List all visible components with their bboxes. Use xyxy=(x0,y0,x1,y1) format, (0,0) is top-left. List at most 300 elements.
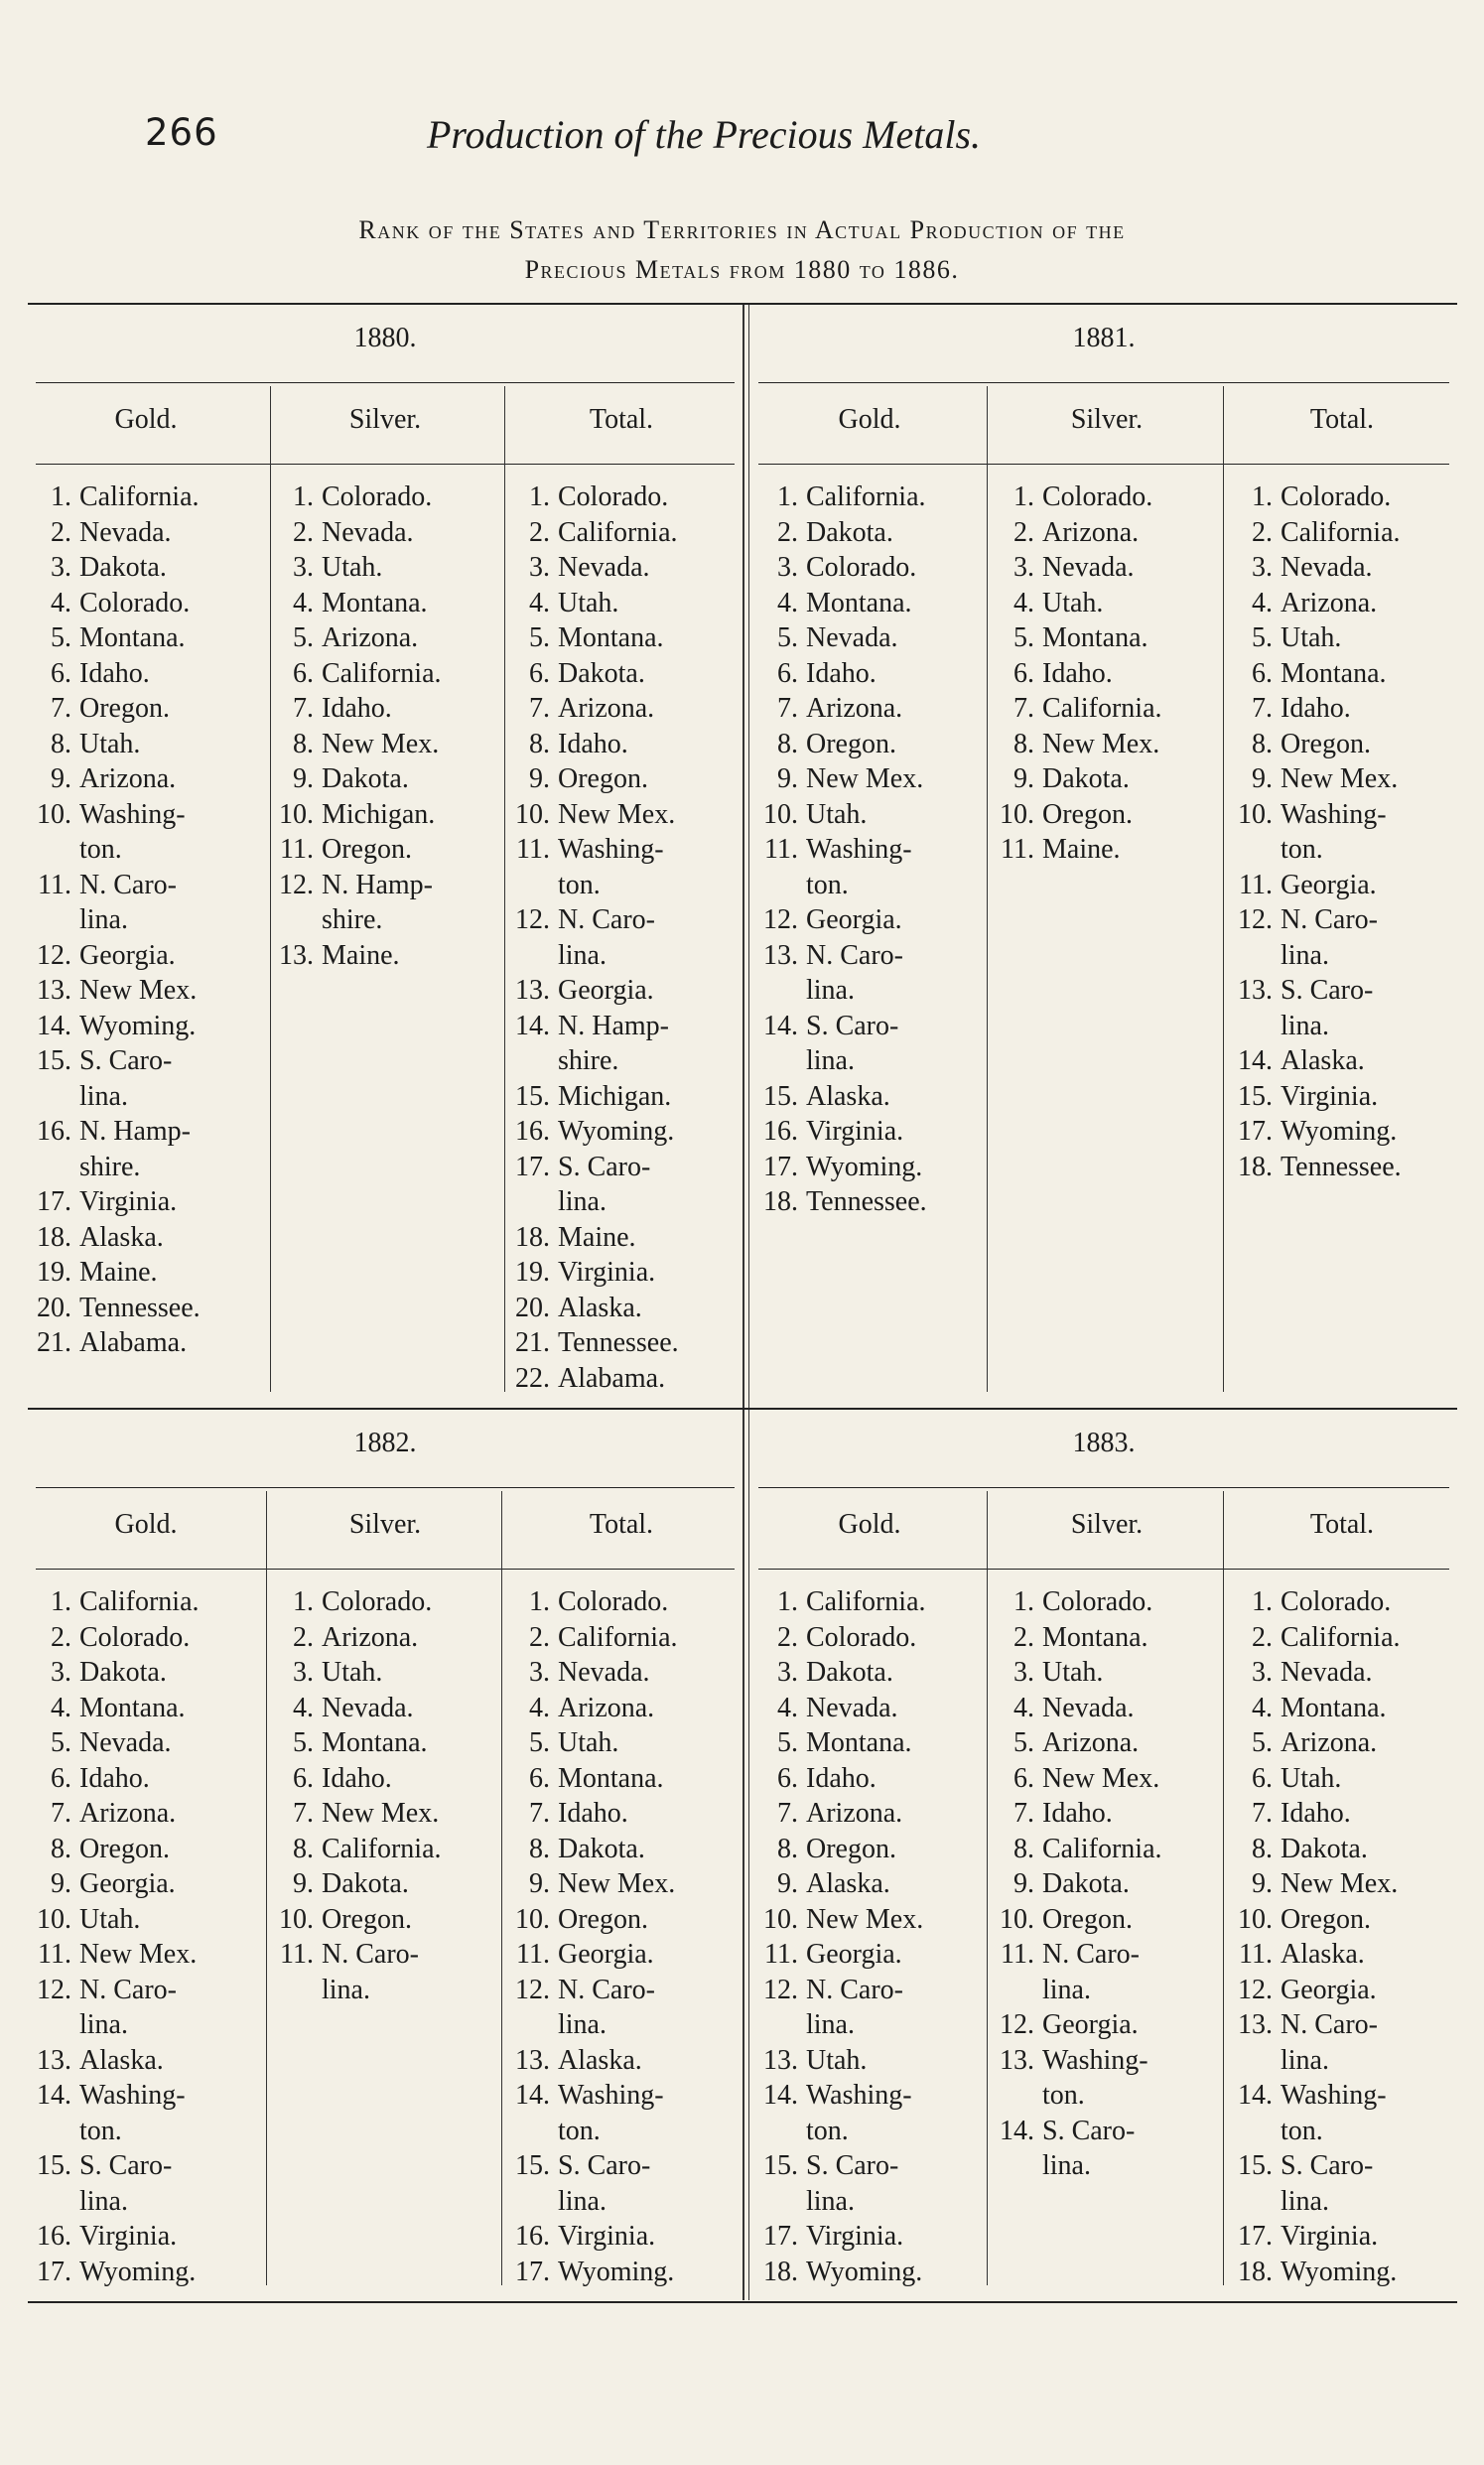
state-name: Wyoming. xyxy=(806,2256,923,2287)
rank-number: 2. xyxy=(777,516,798,548)
rank-number: 1. xyxy=(51,481,71,512)
state-name: S. Caro- xyxy=(806,2150,899,2181)
state-name-continuation: lina. xyxy=(806,2009,855,2040)
rank-row xyxy=(506,620,737,656)
state-name: Utah. xyxy=(79,1903,141,1935)
column-header-silver: Silver. xyxy=(1070,404,1144,435)
rank-row xyxy=(28,1866,264,1902)
state-name: Dakota. xyxy=(322,1868,409,1899)
state-name: Montana. xyxy=(1281,1692,1387,1723)
rank-row xyxy=(270,1796,500,1832)
rank-row xyxy=(991,1832,1223,1867)
rank-number: 2. xyxy=(529,1621,550,1653)
column-total xyxy=(506,1584,737,2289)
state-name: S. Caro- xyxy=(79,1045,173,1076)
rank-row xyxy=(28,1220,264,1256)
state-name: Nevada. xyxy=(1281,552,1373,583)
rank-number: 9. xyxy=(1013,763,1034,794)
rank-number: 7. xyxy=(51,693,71,724)
state-name: California. xyxy=(1042,1833,1162,1864)
rank-row xyxy=(1229,479,1455,515)
rank-row xyxy=(991,1725,1223,1761)
rank-number: 1. xyxy=(777,481,798,512)
column-header-silver: Silver. xyxy=(1070,1509,1144,1540)
state-name: Idaho. xyxy=(1281,1798,1351,1829)
rank-number: 9. xyxy=(529,763,550,794)
rank-number: 4. xyxy=(1252,587,1273,618)
rank-row xyxy=(28,656,264,692)
state-name: Nevada. xyxy=(558,1657,650,1688)
state-name: Colorado. xyxy=(79,587,191,618)
rank-number: 4. xyxy=(293,1692,314,1723)
column-header-total: Total. xyxy=(1309,404,1375,435)
rank-number: 10. xyxy=(515,798,550,830)
rank-row xyxy=(506,691,737,727)
rank-row xyxy=(754,1937,985,1973)
state-name: N. Caro- xyxy=(1281,904,1378,935)
column-rule xyxy=(987,386,988,1392)
rank-row xyxy=(506,902,737,938)
rank-row xyxy=(754,1725,985,1761)
state-name-continuation: lina. xyxy=(1281,2185,1329,2217)
column-header-silver: Silver. xyxy=(348,404,422,435)
rank-row xyxy=(28,1114,264,1150)
column-rule xyxy=(1223,386,1224,1392)
state-name: Virginia. xyxy=(806,1116,904,1147)
rank-number: 1. xyxy=(293,481,314,512)
rank-number: 22. xyxy=(515,1362,550,1394)
rank-row xyxy=(270,656,500,692)
rank-number: 20. xyxy=(37,1292,71,1323)
rank-number: 12. xyxy=(515,1974,550,2005)
table-bottom-rule xyxy=(28,2301,1457,2303)
state-name: Colorado. xyxy=(806,552,917,583)
rank-number: 18. xyxy=(763,1186,798,1217)
state-name: Arizona. xyxy=(79,763,177,794)
rank-number: 2. xyxy=(777,1621,798,1653)
state-name: Dakota. xyxy=(322,763,409,794)
rank-row xyxy=(754,691,985,727)
state-name: Utah. xyxy=(79,728,141,759)
rank-number: 10. xyxy=(763,1903,798,1935)
rank-number: 16. xyxy=(515,1116,550,1147)
state-name: Idaho. xyxy=(79,657,150,689)
state-name: New Mex. xyxy=(79,1939,198,1970)
rank-row xyxy=(754,1691,985,1726)
state-name-continuation: ton. xyxy=(1281,834,1323,865)
rank-row xyxy=(506,1691,737,1726)
rank-row xyxy=(270,797,500,833)
rank-number: 6. xyxy=(1252,657,1273,689)
state-name: Montana. xyxy=(322,587,428,618)
rank-number: 15. xyxy=(37,1045,71,1076)
rank-number: 11. xyxy=(764,1939,798,1970)
rank-row xyxy=(991,2114,1223,2149)
state-name-continuation: lina. xyxy=(79,2185,128,2217)
rank-row xyxy=(1229,550,1455,586)
center-divider-rule-2 xyxy=(748,305,749,2300)
rank-row xyxy=(991,832,1223,868)
state-name: Arizona. xyxy=(806,693,903,724)
rank-number: 19. xyxy=(515,1257,550,1288)
rank-row xyxy=(28,515,264,551)
rank-row xyxy=(270,515,500,551)
column-header-total: Total. xyxy=(589,404,654,435)
year-rule xyxy=(36,1487,735,1488)
state-name: Colorado. xyxy=(558,1586,669,1617)
rank-row xyxy=(506,586,737,621)
rank-row xyxy=(1229,1620,1455,1656)
rank-row xyxy=(754,1832,985,1867)
state-name: Dakota. xyxy=(806,516,893,548)
rank-number: 2. xyxy=(51,1621,71,1653)
state-name: Washing- xyxy=(1042,2044,1148,2076)
state-name: Oregon. xyxy=(1281,1903,1371,1935)
rank-row xyxy=(1229,1691,1455,1726)
rank-row xyxy=(991,1655,1223,1691)
state-name: Arizona. xyxy=(558,693,655,724)
rank-number: 3. xyxy=(51,552,71,583)
rank-number: 5. xyxy=(529,622,550,653)
rank-row xyxy=(28,973,264,1009)
rank-number: 14. xyxy=(763,1010,798,1041)
rank-row xyxy=(506,1655,737,1691)
state-name: California. xyxy=(558,516,678,548)
state-name: Nevada. xyxy=(558,552,650,583)
rank-row xyxy=(506,1796,737,1832)
rank-row xyxy=(991,1761,1223,1797)
state-name-continuation: lina. xyxy=(806,1045,855,1076)
state-name: S. Caro- xyxy=(1281,975,1374,1006)
rank-number: 11. xyxy=(38,1939,71,1970)
state-name: S. Caro- xyxy=(806,1010,899,1041)
state-name-continuation: ton. xyxy=(806,869,849,900)
state-name: N. Caro- xyxy=(322,1939,419,1970)
rank-number: 18. xyxy=(763,2256,798,2287)
rank-row xyxy=(506,1079,737,1115)
state-name: N. Caro- xyxy=(79,1974,177,2005)
rank-number: 21. xyxy=(37,1327,71,1358)
rank-row xyxy=(1229,1584,1455,1620)
state-name: Wyoming. xyxy=(558,2256,675,2287)
rank-row xyxy=(506,1725,737,1761)
rank-row xyxy=(754,938,985,974)
state-name: California. xyxy=(322,1833,442,1864)
rank-row xyxy=(991,797,1223,833)
state-name: Arizona. xyxy=(1042,516,1140,548)
rank-number: 2. xyxy=(1252,516,1273,548)
state-name: N. Caro- xyxy=(1281,2009,1378,2040)
rank-row xyxy=(28,1655,264,1691)
state-name: Georgia. xyxy=(79,939,176,971)
rank-number: 3. xyxy=(529,1657,550,1688)
state-name: Nevada. xyxy=(1042,552,1135,583)
state-name: Montana. xyxy=(806,587,912,618)
state-name: Dakota. xyxy=(1042,1868,1130,1899)
rank-row xyxy=(1229,1150,1455,1185)
rank-row xyxy=(270,479,500,515)
rank-row xyxy=(506,1866,737,1902)
state-name: Idaho. xyxy=(558,1798,628,1829)
rank-row xyxy=(506,479,737,515)
state-name: Nevada. xyxy=(79,1727,172,1758)
rank-number: 10. xyxy=(1238,1903,1273,1935)
rank-number: 1. xyxy=(1252,1586,1273,1617)
rank-row xyxy=(1229,1937,1455,1973)
year-label: 1882. xyxy=(353,1428,417,1458)
rank-row xyxy=(1229,797,1455,833)
rank-number: 17. xyxy=(37,1186,71,1217)
state-name: Alaska. xyxy=(806,1868,890,1899)
rank-number: 18. xyxy=(1238,2256,1273,2287)
rank-row xyxy=(506,832,737,868)
rank-row xyxy=(28,2219,264,2255)
state-name: N. Caro- xyxy=(79,869,177,900)
state-name: Tennessee. xyxy=(79,1292,201,1323)
state-name-continuation: ton. xyxy=(79,2115,122,2146)
rank-number: 7. xyxy=(529,693,550,724)
rank-row xyxy=(506,656,737,692)
rank-row xyxy=(28,1255,264,1291)
rank-number: 5. xyxy=(1013,1727,1034,1758)
state-name: New Mex. xyxy=(1042,728,1160,759)
state-name: Idaho. xyxy=(806,1762,877,1794)
column-rule xyxy=(266,1491,267,2285)
rank-row xyxy=(28,1796,264,1832)
state-name: Wyoming. xyxy=(558,1116,675,1147)
header-rule xyxy=(758,1569,1449,1570)
year-rule xyxy=(758,382,1449,383)
state-name: New Mex. xyxy=(79,975,198,1006)
state-name-continuation: lina. xyxy=(558,2009,607,2040)
rank-row xyxy=(270,1691,500,1726)
state-name: New Mex. xyxy=(558,798,676,830)
rank-row xyxy=(754,550,985,586)
state-name: Utah. xyxy=(558,587,619,618)
state-name: New Mex. xyxy=(558,1868,676,1899)
rank-row xyxy=(270,1725,500,1761)
rank-row xyxy=(270,1937,500,1973)
state-name: Dakota. xyxy=(79,552,167,583)
rank-number: 6. xyxy=(51,657,71,689)
rank-number: 10. xyxy=(37,798,71,830)
state-name: N. Caro- xyxy=(558,904,655,935)
rank-row xyxy=(506,1255,737,1291)
rank-row xyxy=(754,1150,985,1185)
rank-row xyxy=(1229,691,1455,727)
column-gold xyxy=(28,479,264,1361)
rank-number: 17. xyxy=(763,1151,798,1182)
rank-number: 3. xyxy=(293,1657,314,1688)
state-name: Michigan. xyxy=(322,798,436,830)
rank-number: 10. xyxy=(515,1903,550,1935)
rank-number: 7. xyxy=(1252,1798,1273,1829)
rank-row xyxy=(754,1584,985,1620)
rank-row xyxy=(754,797,985,833)
rank-row xyxy=(754,620,985,656)
rank-row xyxy=(28,1291,264,1326)
state-name: Dakota. xyxy=(558,657,645,689)
column-total xyxy=(1229,1584,1455,2289)
rank-number: 2. xyxy=(293,1621,314,1653)
state-name: Nevada. xyxy=(806,1692,898,1723)
rank-row xyxy=(506,1832,737,1867)
heading-line-1: Rank of the States and Territories in Actual Production of the xyxy=(358,215,1126,244)
state-name-continuation: lina. xyxy=(558,939,607,971)
state-name: Alabama. xyxy=(558,1362,666,1394)
rank-row xyxy=(1229,973,1455,1009)
rank-number: 7. xyxy=(293,1798,314,1829)
rank-row xyxy=(754,1866,985,1902)
rank-number: 11. xyxy=(1239,869,1273,900)
rank-row xyxy=(270,727,500,762)
rank-row xyxy=(1229,1761,1455,1797)
state-name: Wyoming. xyxy=(79,1010,197,1041)
rank-row xyxy=(754,515,985,551)
state-name: Wyoming. xyxy=(79,2256,197,2287)
rank-row xyxy=(506,797,737,833)
rank-number: 11. xyxy=(280,834,314,865)
state-name-continuation: ton. xyxy=(1042,2080,1085,2111)
state-name-continuation: ton. xyxy=(806,2115,849,2146)
state-name: Nevada. xyxy=(806,622,898,653)
rank-row xyxy=(1229,2148,1455,2184)
rank-number: 6. xyxy=(51,1762,71,1794)
rank-row xyxy=(754,1009,985,1044)
column-header-silver: Silver. xyxy=(348,1509,422,1540)
state-name: Dakota. xyxy=(1281,1833,1368,1864)
state-name: Washing- xyxy=(558,2080,664,2111)
state-name: Oregon. xyxy=(1042,1903,1133,1935)
state-name: New Mex. xyxy=(806,763,924,794)
state-name-continuation: lina. xyxy=(1042,2150,1091,2181)
column-header-gold: Gold. xyxy=(114,1509,178,1540)
state-name: Virginia. xyxy=(558,2221,656,2252)
middle-rule xyxy=(28,1408,1457,1410)
state-name: Georgia. xyxy=(558,1939,654,1970)
rank-number: 15. xyxy=(763,1080,798,1112)
state-name: N. Hamp- xyxy=(79,1116,191,1147)
rank-row xyxy=(1229,2007,1455,2043)
state-name-continuation: lina. xyxy=(806,975,855,1006)
column-silver xyxy=(270,479,500,973)
rank-number: 11. xyxy=(1001,1939,1034,1970)
rank-row xyxy=(270,1832,500,1867)
state-name: Washing- xyxy=(79,2080,186,2111)
column-total xyxy=(1229,479,1455,1184)
rank-row xyxy=(991,1902,1223,1938)
state-name: Georgia. xyxy=(1281,1974,1377,2005)
state-name: Washing- xyxy=(1281,798,1387,830)
rank-row xyxy=(754,1796,985,1832)
rank-number: 3. xyxy=(293,552,314,583)
rank-number: 3. xyxy=(1252,1657,1273,1688)
rank-number: 4. xyxy=(51,587,71,618)
rank-number: 3. xyxy=(51,1657,71,1688)
rank-number: 18. xyxy=(37,1221,71,1253)
state-name: Georgia. xyxy=(1042,2009,1139,2040)
column-rule xyxy=(987,1491,988,2285)
rank-number: 16. xyxy=(515,2221,550,2252)
rank-number: 10. xyxy=(1000,1903,1034,1935)
state-name: Maine. xyxy=(558,1221,636,1253)
state-name: Idaho. xyxy=(558,728,628,759)
rank-number: 7. xyxy=(777,1798,798,1829)
rank-row xyxy=(991,2007,1223,2043)
rank-number: 1. xyxy=(777,1586,798,1617)
state-name: Oregon. xyxy=(1042,798,1133,830)
state-name: Arizona. xyxy=(1042,1727,1140,1758)
year-rule xyxy=(758,1487,1449,1488)
state-name: S. Caro- xyxy=(1042,2115,1136,2146)
rank-row xyxy=(991,1796,1223,1832)
rank-number: 4. xyxy=(777,1692,798,1723)
rank-number: 10. xyxy=(1238,798,1273,830)
rank-number: 12. xyxy=(763,1974,798,2005)
rank-number: 10. xyxy=(279,798,314,830)
rank-number: 8. xyxy=(1252,1833,1273,1864)
rank-row xyxy=(754,586,985,621)
state-name: New Mex. xyxy=(322,728,440,759)
rank-row xyxy=(28,2148,264,2184)
rank-number: 9. xyxy=(293,1868,314,1899)
rank-row xyxy=(991,515,1223,551)
state-name-continuation: ton. xyxy=(79,834,122,865)
rank-number: 1. xyxy=(293,1586,314,1617)
rank-number: 5. xyxy=(777,622,798,653)
state-name: Oregon. xyxy=(558,1903,648,1935)
state-name: Arizona. xyxy=(322,622,419,653)
rank-number: 11. xyxy=(516,1939,550,1970)
rank-row xyxy=(270,1620,500,1656)
rank-number: 10. xyxy=(763,798,798,830)
rank-row xyxy=(1229,2255,1455,2290)
state-name: Nevada. xyxy=(322,516,414,548)
rank-row xyxy=(506,2078,737,2114)
state-name: Washing- xyxy=(1281,2080,1387,2111)
rank-row xyxy=(991,691,1223,727)
rank-number: 16. xyxy=(763,1116,798,1147)
state-name: Dakota. xyxy=(558,1833,645,1864)
rank-row xyxy=(506,727,737,762)
state-name: Georgia. xyxy=(1281,869,1377,900)
state-name: Arizona. xyxy=(79,1798,177,1829)
rank-number: 8. xyxy=(529,1833,550,1864)
state-name: Georgia. xyxy=(806,1939,902,1970)
rank-row xyxy=(991,1937,1223,1973)
rank-number: 17. xyxy=(763,2221,798,2252)
rank-number: 1. xyxy=(529,1586,550,1617)
state-name: Michigan. xyxy=(558,1080,672,1112)
rank-row xyxy=(28,761,264,797)
state-name-continuation: lina. xyxy=(558,2185,607,2217)
state-name: Maine. xyxy=(322,939,400,971)
rank-number: 5. xyxy=(1252,622,1273,653)
rank-number: 5. xyxy=(51,1727,71,1758)
rank-number: 17. xyxy=(1238,2221,1273,2252)
column-total xyxy=(506,479,737,1396)
state-name: California. xyxy=(322,657,442,689)
state-name: New Mex. xyxy=(806,1903,924,1935)
state-name: Utah. xyxy=(1281,622,1342,653)
rank-number: 6. xyxy=(293,1762,314,1794)
rank-row xyxy=(28,1620,264,1656)
rank-row xyxy=(28,727,264,762)
state-name: S. Caro- xyxy=(1281,2150,1374,2181)
state-name: Utah. xyxy=(1281,1762,1342,1794)
rank-row xyxy=(754,727,985,762)
rank-number: 12. xyxy=(1000,2009,1034,2040)
